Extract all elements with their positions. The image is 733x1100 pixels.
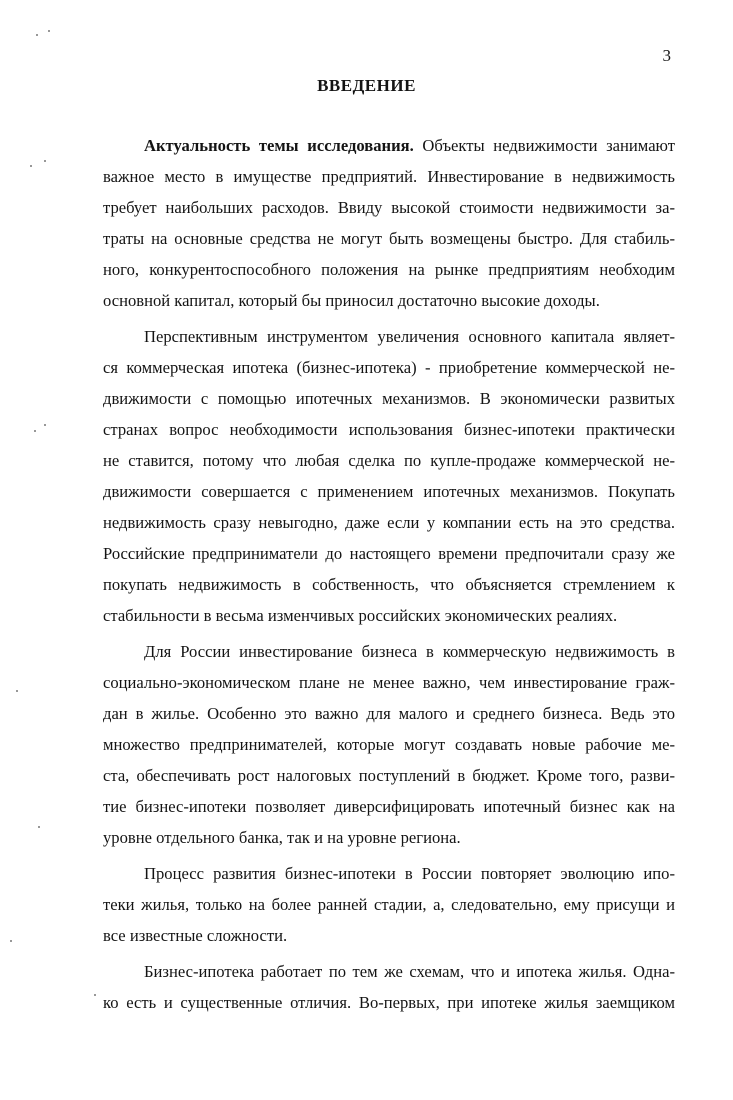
paragraph-development <box>103 858 675 951</box>
paragraph-relevance <box>103 130 675 316</box>
paragraph-differences <box>103 956 675 1018</box>
text-line: множество предпринимателей, которые могут создавать новые рабочие ме- <box>103 735 675 754</box>
text-line: ного, конкурентоспособного положения на рынке предприятиям необходим <box>103 260 675 279</box>
text-line: движимости с помощью ипотечных механизмов. В экономически развитых <box>103 389 675 408</box>
scan-speck <box>10 940 12 942</box>
text-line: теки жилья, только на более ранней стадии, а, следовательно, ему присущи и <box>103 895 675 914</box>
text-line: покупать недвижимость в собственность, что объясняется стремлением к <box>103 575 675 594</box>
text-line: важное место в имуществе предприятий. Инвестирование в недвижимость <box>103 167 675 186</box>
text-line: Для России инвестирование бизнеса в коммерческую недвижимость в <box>144 642 675 661</box>
scan-speck <box>48 30 50 32</box>
text-line: ста, обеспечивать рост налоговых поступлений в бюджет. Кроме того, разви- <box>103 766 675 785</box>
scan-speck <box>36 34 38 36</box>
scan-speck <box>44 424 46 426</box>
text-line: не ставится, потому что любая сделка по купле-продаже коммерческой не- <box>103 451 675 470</box>
scan-speck <box>30 165 32 167</box>
text-line: Российские предприниматели до настоящего времени предпочитали сразу же <box>103 544 675 563</box>
scan-speck <box>44 160 46 162</box>
text-line: ся коммерческая ипотека (бизнес-ипотека) - приобретение коммерческой не- <box>103 358 675 377</box>
text-line: социально-экономическом плане не менее важно, чем инвестирование граж- <box>103 673 675 692</box>
text-line: траты на основные средства не могут быть возмещены быстро. Для стабиль- <box>103 229 675 248</box>
document-body <box>103 130 675 1023</box>
scan-speck <box>38 826 40 828</box>
text-line: основной капитал, который бы приносил достаточно высокие доходы. <box>103 291 600 310</box>
text-line: требует наибольших расходов. Ввиду высокой стоимости недвижимости за- <box>103 198 675 217</box>
page-title: ВВЕДЕНИЕ <box>317 76 416 95</box>
text-line: ко есть и существенные отличия. Во-первых, при ипотеке жилья заемщиком <box>103 993 675 1012</box>
scan-speck <box>16 690 18 692</box>
text-line <box>103 130 675 161</box>
paragraph-lead: Актуальность темы исследования. <box>144 136 414 155</box>
text-line: Процесс развития бизнес-ипотеки в России повторяет эволюцию ипо- <box>144 864 675 883</box>
text-line: тие бизнес-ипотеки позволяет диверсифицировать ипотечный бизнес как на <box>103 797 675 816</box>
text-line: уровне отдельного банка, так и на уровне региона. <box>103 828 461 847</box>
text-line: Перспективным инструментом увеличения основного капитала являет- <box>144 327 675 346</box>
scan-speck <box>94 994 96 996</box>
text-line: странах вопрос необходимости использования бизнес-ипотеки практически <box>103 420 675 439</box>
scan-speck <box>34 430 36 432</box>
text-line: все известные сложности. <box>103 926 288 945</box>
text-line: дан в жилье. Особенно это важно для малого и среднего бизнеса. Ведь это <box>103 704 675 723</box>
page-number: 3 <box>662 46 671 65</box>
text-line: движимости совершается с применением ипотечных механизмов. Покупать <box>103 482 675 501</box>
text-line: Бизнес-ипотека работает по тем же схемам, что и ипотека жилья. Одна- <box>144 962 675 981</box>
text-line-content: Объекты недвижимости занимают <box>413 136 675 155</box>
text-line: недвижимость сразу невыгодно, даже если у компании есть на это средства. <box>103 513 675 532</box>
paragraph-business-mortgage <box>103 321 675 631</box>
text-line: стабильности в весьма изменчивых российских экономических реалиях. <box>103 606 618 625</box>
paragraph-russia <box>103 636 675 853</box>
